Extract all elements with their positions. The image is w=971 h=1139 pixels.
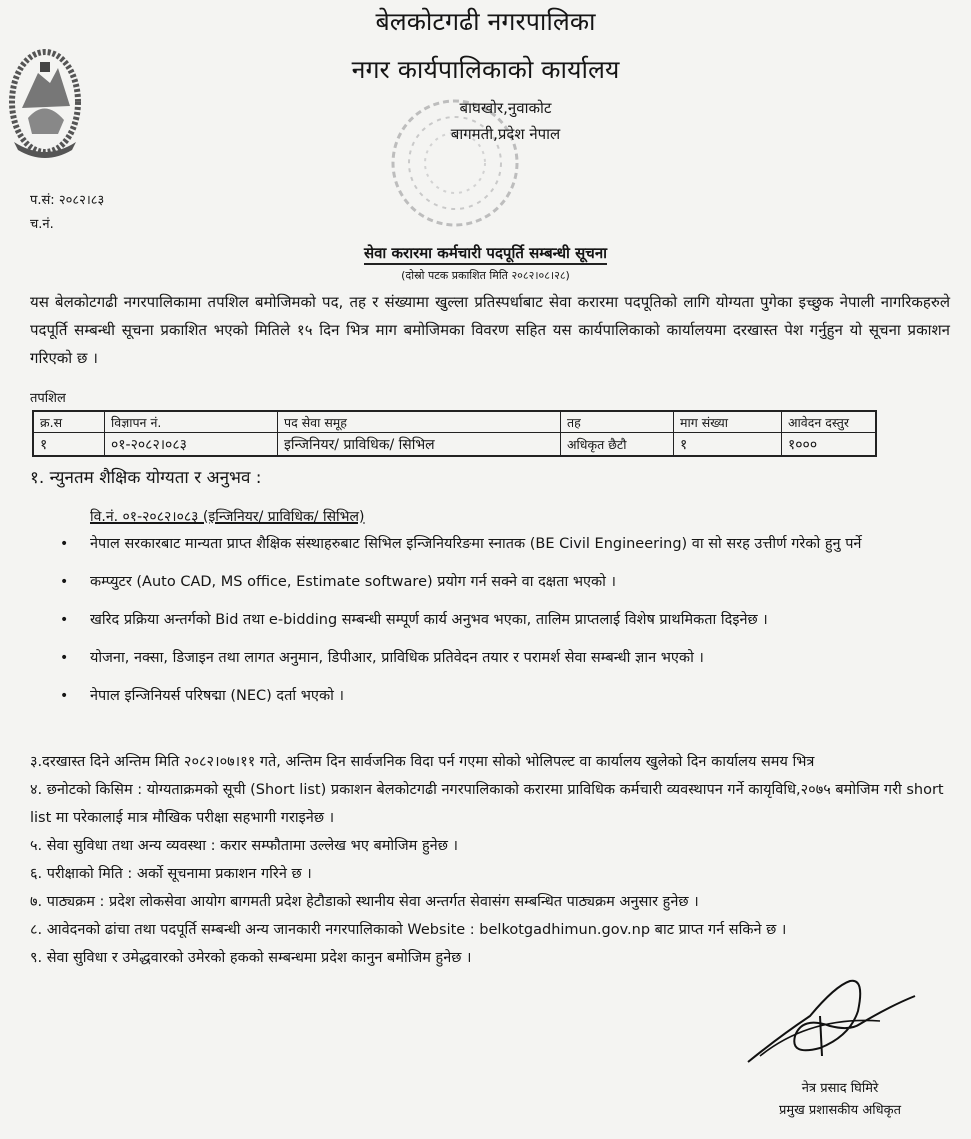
details-label: तपशिल — [30, 391, 66, 406]
column-header: विज्ञापन नं. — [105, 411, 278, 433]
table-row — [33, 433, 876, 457]
clause-selection: ४. छनोटको किसिम : योग्यताक्रमको सूची (Short list) प्रकाशन बेलकोटगढी नगरपालिकाको करारमा प्राविधिक कर्मचारी व्यवस्थापन गर्ने कायृविधि,२०७५ बमोजिम गरी short list मा परेकालाई मात्र मौखिक परीक्षा सहभागी गराइनेछ । — [30, 782, 944, 826]
table-cell: इन्जिनियर/ प्राविधिक/ सिभिल — [278, 433, 561, 457]
section-heading-qualifications: १. न्युनतम शैक्षिक योग्यता र अनुभव : — [30, 468, 262, 488]
column-header: तह — [561, 411, 674, 433]
notice-title: सेवा करारमा कर्मचारी पदपूर्ति सम्बन्धी सूचना — [0, 243, 971, 263]
table-cell: अधिकृत छैटौ — [561, 433, 674, 457]
column-header: पद सेवा समूह — [278, 411, 561, 433]
bullet-icon: • — [60, 688, 69, 704]
notice-subtitle: (दोस्रो पटक प्रकाशित मिति २०८२।०८।२८) — [401, 269, 570, 282]
address-line-2: बागमती,प्रदेश नेपाल — [450, 125, 561, 143]
list-item: • योजना, नक्सा, डिजाइन तथा लागत अनुमान, डिपीआर, प्राविधिक प्रतिवेदन तयार र परामर्श सेवा सम्बन्धी ज्ञान भएको । — [60, 644, 960, 672]
advertisement-line: वि.नं. ०१-२०८२।०८३ (इन्जिनियर/ प्राविधिक/ सिभिल) — [90, 509, 365, 525]
bullet-icon: • — [60, 650, 69, 666]
table-cell: १ — [33, 433, 105, 457]
organization-name: बेलकोटगढी नगरपालिका — [375, 7, 596, 36]
list-item: • नेपाल इन्जिनियर्स परिषद्मा (NEC) दर्ता भएको । — [60, 682, 960, 710]
vacancy-table — [32, 410, 877, 457]
qualification-list — [60, 530, 960, 720]
clause-website: ८. आवेदनको ढांचा तथा पदपूर्ति सम्बन्धी अन्य जानकारी नगरपालिकाको Website : belkotgadhimun.gov.np बाट प्राप्त गर्न सकिने छ । — [30, 922, 787, 938]
table-cell: ०१-२०८२।०८३ — [105, 433, 278, 457]
column-header: माग संख्या — [674, 411, 782, 433]
table-cell: १००० — [782, 433, 877, 457]
signature-icon — [740, 976, 920, 1066]
column-header: क्र.स — [33, 411, 105, 433]
reference-number: प.सं: २०८२।८३ — [30, 193, 105, 208]
address-line-1: बाघखोर,नुवाकोट — [459, 99, 552, 117]
list-item: • नेपाल सरकारबाट मान्यता प्राप्त शैक्षिक संस्थाहरुबाट सिभिल इन्जिनियरिङमा स्नातक (BE Civil Engineering) वा सो सरह उत्तीर्ण गरेको हुनु पर्ने — [60, 530, 960, 558]
clause-service-facility: ५. सेवा सुविधा तथा अन्य व्यवस्था : करार सम्फौतामा उल्लेख भए बमोजिम हुनेछ । — [30, 838, 458, 854]
clause-syllabus: ७. पाठ्यक्रम : प्रदेश लोकसेवा आयोग बागमती प्रदेश हेटौडाको स्थानीय सेवा अन्तर्गत सेवासंग सम्बन्धित पाठ्यक्रम अनुसार हुनेछ । — [30, 894, 699, 910]
table-cell: १ — [674, 433, 782, 457]
column-header: आवेदन दस्तुर — [782, 411, 877, 433]
list-item: • कम्प्युटर (Auto CAD, MS office, Estimate software) प्रयोग गर्न सक्ने वा दक्षता भएको । — [60, 568, 960, 596]
bullet-icon: • — [60, 574, 69, 590]
intro-paragraph: यस बेलकोटगढी नगरपालिकामा तपशिल बमोजिमको पद, तह र संख्यामा खुल्ला प्रतिस्पर्धाबाट सेवा करारमा पदपूतिको लागि योग्यता पुगेका इच्छुक नेपाली नागरिकहरुले पदपूर्ति सम्बन्धी सूचना प्रकाशित भएको मितिले १५ दिन भित्र माग बमोजिमका विवरण सहित यस कार्यपालिकाको कार्यालयमा दरखास्त पेश गर्नुहुन यो सूचना प्रकाशन गरिएको छ । — [30, 293, 950, 367]
clauses — [30, 748, 955, 972]
clause-exam-date: ६. परीक्षाको मिति : अर्को सूचनामा प्रकाशन गरिने छ । — [30, 866, 312, 882]
office-name: नगर कार्यपालिकाको कार्यालय — [351, 55, 620, 84]
clause-deadline: ३.दरखास्त दिने अन्तिम मिति २०८२।०७।११ गते, अन्तिम दिन सार्वजनिक विदा पर्न गएमा सोको भोलिपल्ट वा कार्यालय खुलेको दिन कार्यालय समय भित्र — [30, 754, 815, 770]
signatory-title: प्रमुख प्रशासकीय अधिकृत — [778, 1103, 902, 1118]
bullet-icon: • — [60, 536, 69, 552]
bullet-icon: • — [60, 612, 69, 628]
list-item: • खरिद प्रक्रिया अन्तर्गको Bid तथा e-bidding सम्बन्धी सम्पूर्ण कार्य अनुभव भएका, तालिम प्राप्तलाई विशेष प्राथमिकता दिइनेछ । — [60, 606, 960, 634]
clause-age: ९. सेवा सुविधा र उमेद्धवारको उमेरको हकको सम्बन्धमा प्रदेश कानुन बमोजिम हुनेछ । — [30, 950, 472, 966]
dispatch-number: च.नं. — [30, 217, 54, 232]
table-header-row — [33, 411, 876, 433]
signatory-name: नेत्र प्रसाद घिमिरे — [801, 1081, 879, 1096]
